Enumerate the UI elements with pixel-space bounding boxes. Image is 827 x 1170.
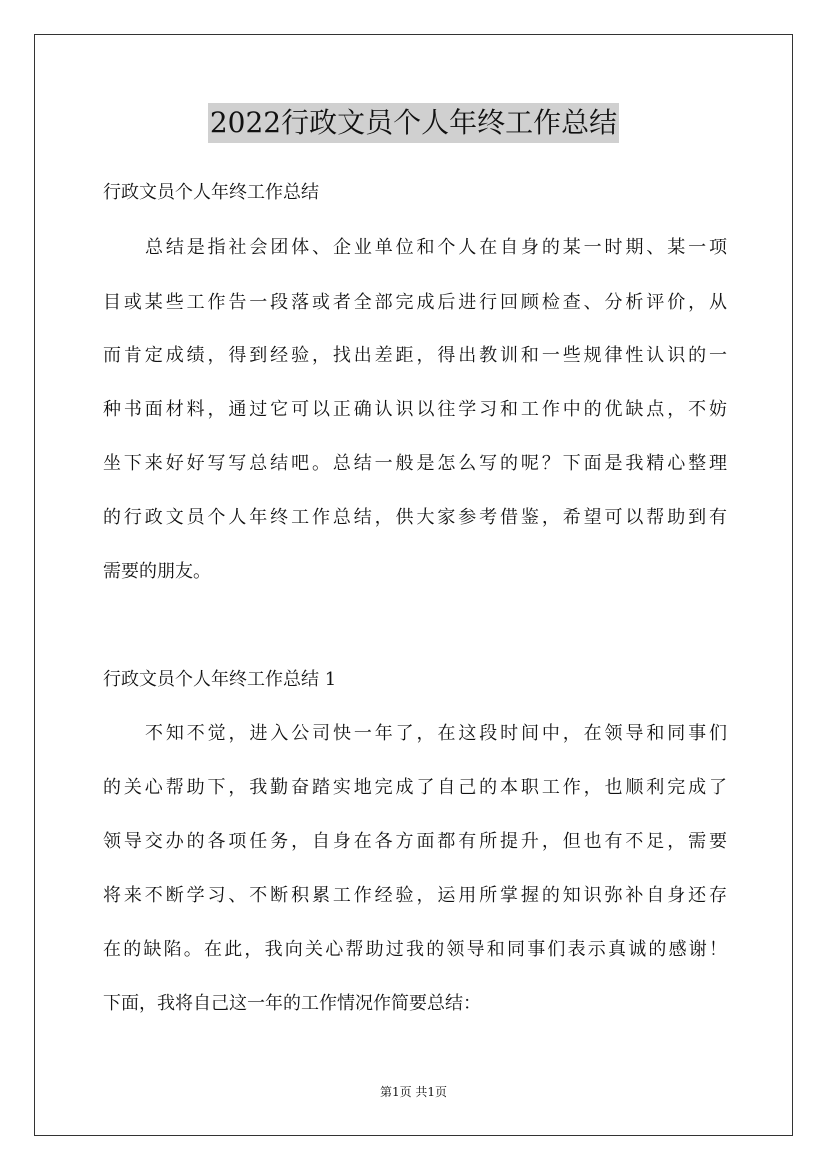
page-number-footer: 第1页 共1页 bbox=[379, 1085, 448, 1099]
section1-line: 在的缺陷。在此，我向关心帮助过我的领导和同事们表示真诚的感谢！ bbox=[103, 939, 727, 960]
section1-heading: 行政文员个人年终工作总结 1 bbox=[103, 669, 337, 690]
section1-line: 不知不觉，进入公司快一年了，在这段时间中，在领导和同事们 bbox=[145, 723, 727, 744]
intro-line: 需要的朋友。 bbox=[103, 561, 211, 582]
intro-line: 目或某些工作告一段落或者全部完成后进行回顾检查、分析评价，从 bbox=[103, 292, 727, 313]
intro-line: 种书面材料，通过它可以正确认识以往学习和工作中的优缺点，不妨 bbox=[103, 399, 727, 420]
document-title: 2022行政文员个人年终工作总结 bbox=[208, 103, 619, 143]
intro-line: 的行政文员个人年终工作总结，供大家参考借鉴，希望可以帮助到有 bbox=[103, 507, 727, 528]
section1-line: 下面，我将自己这一年的工作情况作简要总结： bbox=[103, 993, 481, 1014]
intro-heading: 行政文员个人年终工作总结 bbox=[103, 182, 319, 203]
section1-line: 将来不断学习、不断积累工作经验，运用所掌握的知识弥补自身还存 bbox=[103, 885, 727, 906]
intro-line: 而肯定成绩，得到经验，找出差距，得出教训和一些规律性认识的一 bbox=[103, 345, 727, 366]
title-container bbox=[0, 103, 827, 143]
section1-line: 的关心帮助下，我勤奋踏实地完成了自己的本职工作，也顺利完成了 bbox=[103, 777, 727, 798]
intro-line: 坐下来好好写写总结吧。总结一般是怎么写的呢？下面是我精心整理 bbox=[103, 453, 727, 474]
section1-line: 领导交办的各项任务，自身在各方面都有所提升，但也有不足，需要 bbox=[103, 831, 727, 852]
intro-line: 总结是指社会团体、企业单位和个人在自身的某一时期、某一项 bbox=[145, 237, 727, 258]
